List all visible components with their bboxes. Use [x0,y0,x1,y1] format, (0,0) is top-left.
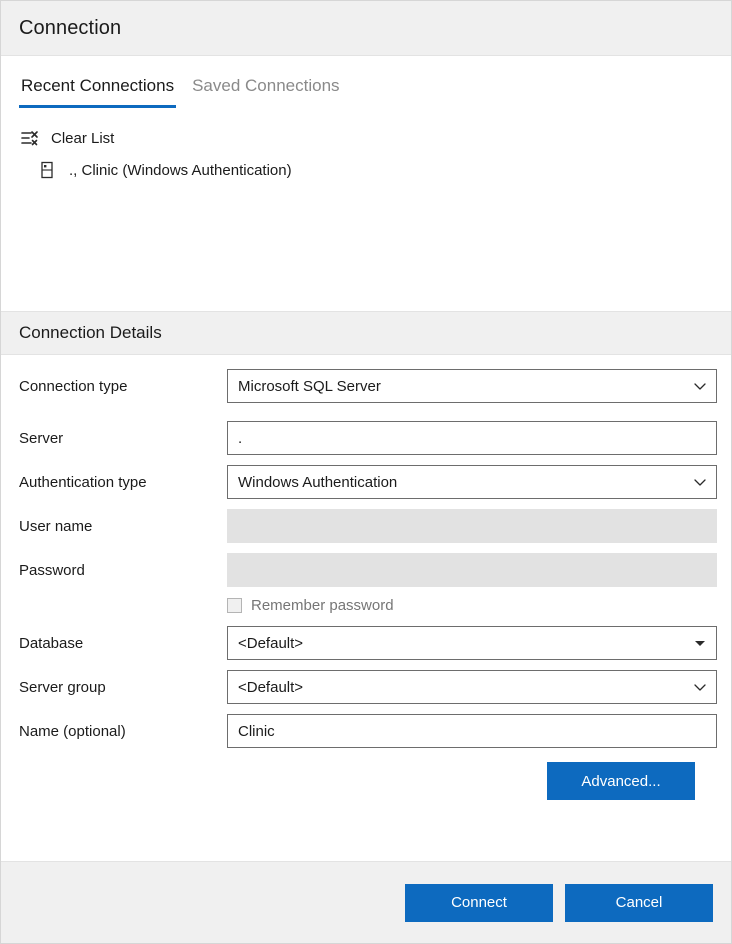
field-database [19,626,713,660]
chevron-down-icon [692,378,708,394]
field-user-name [19,509,713,543]
dialog-title: Connection [19,16,122,39]
field-remember-password [19,597,713,614]
password-input [227,553,717,587]
field-server-group [19,670,713,704]
caret-down-icon [692,635,708,651]
server-group-label: Server group [19,678,106,696]
dialog-titlebar [1,1,731,56]
dialog-footer [1,861,731,943]
list-item-label: ., Clinic (Windows Authentication) [69,161,292,179]
authentication-type-value: Windows Authentication [238,473,398,491]
connection-details-form [1,355,731,861]
tab-saved-connections[interactable]: Saved Connections [192,76,340,95]
connection-details-title: Connection Details [19,323,162,342]
tab-list [19,74,713,108]
advanced-button[interactable]: Advanced... [547,762,695,800]
recent-connections-list [1,108,731,311]
chevron-down-icon [692,679,708,695]
field-password [19,553,713,587]
password-label: Password [19,561,85,579]
field-server [19,421,713,455]
authentication-type-label: Authentication type [19,473,147,491]
connection-type-label: Connection type [19,377,128,395]
clear-list-icon [19,128,39,148]
server-value: . [238,429,243,447]
tab-recent-connections[interactable]: Recent Connections [19,74,176,108]
cancel-button[interactable]: Cancel [565,884,713,922]
server-input[interactable] [227,421,717,455]
tabs-region [1,56,731,108]
server-group-value: <Default> [238,678,304,696]
server-group-select[interactable] [227,670,717,704]
remember-password-checkbox[interactable] [227,598,242,613]
clear-list-label: Clear List [51,129,115,147]
chevron-down-icon [692,474,708,490]
field-name-optional [19,714,713,748]
database-select[interactable] [227,626,717,660]
name-optional-input[interactable] [227,714,717,748]
authentication-type-select[interactable] [227,465,717,499]
database-value: <Default> [238,634,304,652]
connection-type-select[interactable] [227,369,717,403]
connect-button[interactable]: Connect [405,884,553,922]
connection-type-value: Microsoft SQL Server [238,377,381,395]
clear-list-button[interactable] [19,122,713,154]
user-name-input [227,509,717,543]
connection-details-header [1,311,731,355]
remember-password-label: Remember password [251,597,394,614]
list-item[interactable] [19,154,713,186]
name-optional-label: Name (optional) [19,722,126,740]
advanced-row [19,762,713,800]
name-optional-value: Clinic [238,722,275,740]
database-label: Database [19,634,84,652]
server-label: Server [19,429,64,447]
server-icon [37,160,57,180]
user-name-label: User name [19,517,93,535]
field-connection-type [19,369,713,403]
field-authentication-type [19,465,713,499]
